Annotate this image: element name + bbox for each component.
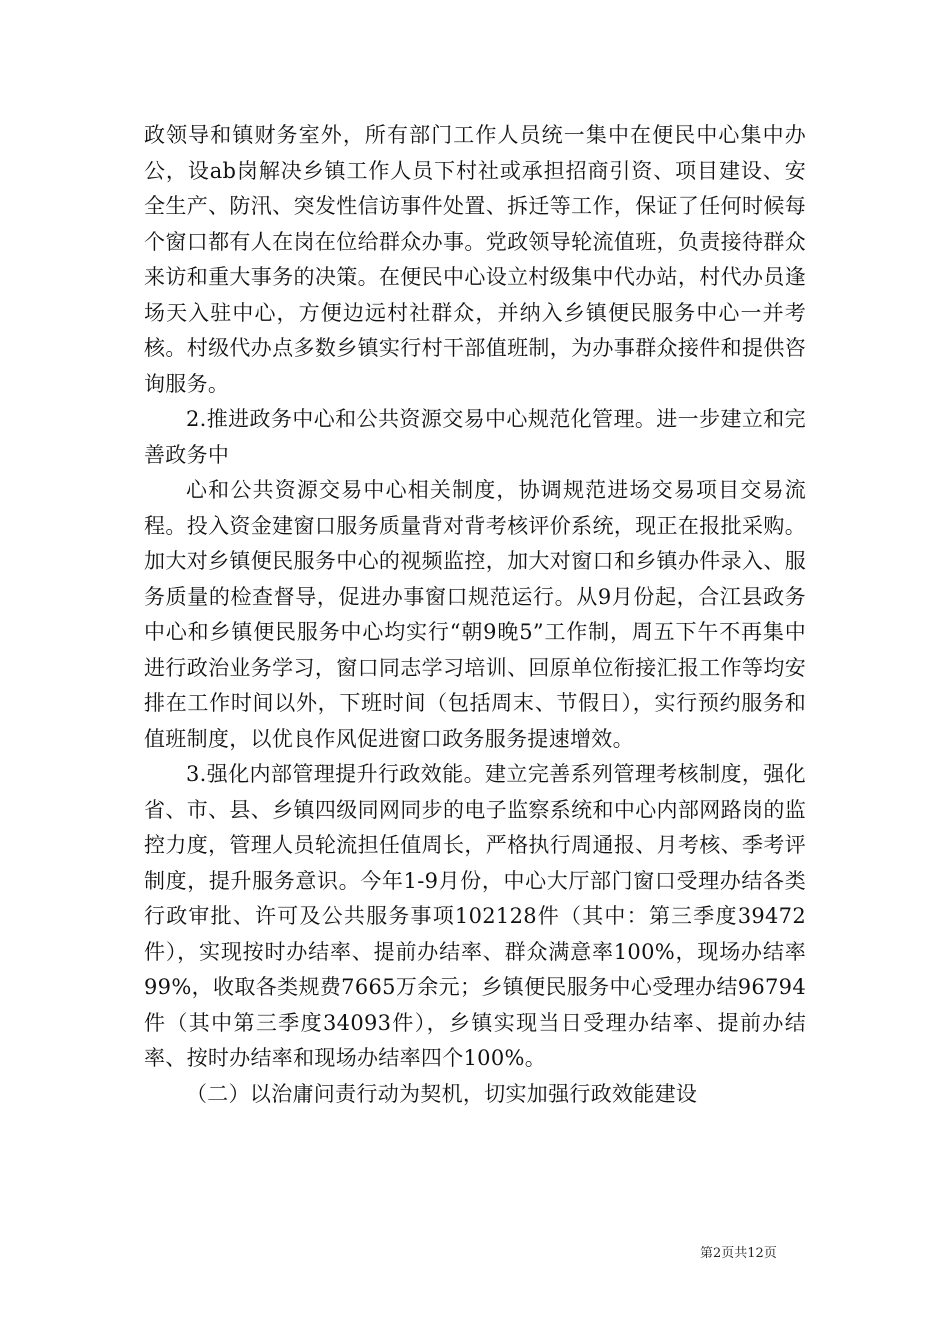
section-heading: （二）以治庸问责行动为契机，切实加强行政效能建设 bbox=[186, 1081, 698, 1106]
paragraph-item-3: 3.强化内部管理提升行政效能。建立完善系列管理考核制度，强化省、市、县、乡镇四级同网同步的电子监察系统和中心内部网路岗的监控力度，管理人员轮流担任值周长，严格执行周通报、月考核、季考评制度，提升服务意识。今年1-9月份，中心大厅部门窗口受理办结各类行政审批、许可及公共服务事项102128件（其中：第三季度39472件），实现按时办结率、提前办结率、群众满意率100%，现场办结率99%，收取各类规费7665万余元；乡镇便民服务中心受理办结96794件（其中第三季度34093件），乡镇实现当日受理办结率、提前办结率、按时办结率和现场办结率四个100%。 bbox=[144, 762, 806, 1070]
paragraph-item-2: 2.推进政务中心和公共资源交易中心规范化管理。进一步建立和完善政务中 bbox=[144, 407, 806, 467]
document-body bbox=[144, 118, 806, 1112]
paragraph-item-2-continued: 心和公共资源交易中心相关制度，协调规范进场交易项目交易流程。投入资金建窗口服务质量背对背考核评价系统，现正在报批采购。加大对乡镇便民服务中心的视频监控，加大对窗口和乡镇办件录入、服务质量的检查督导，促进办事窗口规范运行。从9月份起，合江县政务中心和乡镇便民服务中心均实行“朝9晚5”工作制，周五下午不再集中进行政治业务学习，窗口同志学习培训、回原单位衔接汇报工作等均安排在工作时间以外，下班时间（包括周末、节假日），实行预约服务和值班制度，以优良作风促进窗口政务服务提速增效。 bbox=[144, 478, 806, 751]
paragraph-continuation: 政领导和镇财务室外，所有部门工作人员统一集中在便民中心集中办公，设ab岗解决乡镇工作人员下村社或承担招商引资、项目建设、安全生产、防汛、突发性信访事件处置、拆迁等工作，保证了任何时候每个窗口都有人在岗在位给群众办事。党政领导轮流值班，负责接待群众来访和重大事务的决策。在便民中心设立村级集中代办站，村代办员逢场天入驻中心，方便边远村社群众，并纳入乡镇便民服务中心一并考核。村级代办点多数乡镇实行村干部值班制，为办事群众接件和提供咨询服务。 bbox=[144, 123, 806, 396]
page-number-footer: 第2页共12页 bbox=[700, 1246, 777, 1261]
